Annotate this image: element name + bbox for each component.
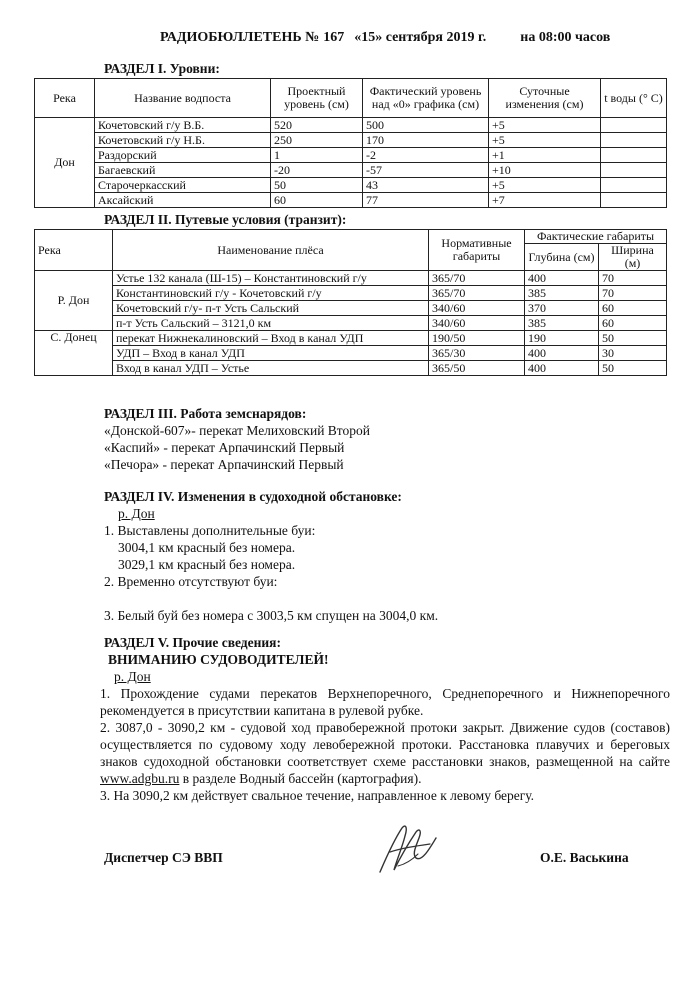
col-reach: Наименование плёса (113, 230, 429, 271)
normative-cell: 365/30 (429, 346, 525, 361)
section5-river: р. Дон (114, 669, 151, 684)
change-cell: +10 (489, 163, 601, 178)
depth-cell: 400 (525, 271, 599, 286)
section4 (104, 488, 644, 624)
width-cell: 30 (599, 346, 667, 361)
width-cell: 70 (599, 271, 667, 286)
temp-cell (601, 193, 667, 208)
transit-header-row (35, 230, 667, 244)
width-cell: 50 (599, 361, 667, 376)
project-cell: 520 (271, 118, 363, 133)
depth-cell: 385 (525, 316, 599, 331)
levels-header-row (35, 79, 667, 118)
actual-cell: -57 (363, 163, 489, 178)
table-row (35, 361, 667, 376)
handwritten-signature (372, 818, 442, 882)
temp-cell (601, 148, 667, 163)
table-row (35, 301, 667, 316)
col-post: Название водпоста (95, 79, 271, 118)
river-cell: С. Донец (35, 331, 113, 376)
section4-item3: 3. Белый буй без номера с 3003,5 км спущен на 3004,0 км. (104, 608, 439, 623)
change-cell: +1 (489, 148, 601, 163)
project-cell: -20 (271, 163, 363, 178)
reach-cell: Константиновский г/у - Кочетовский г/у (113, 286, 429, 301)
website-link[interactable]: www.adgbu.ru (100, 771, 180, 786)
section4-item2: 2. Временно отсутствуют буи: (104, 574, 278, 589)
section4-river: р. Дон (118, 506, 155, 521)
table-row (35, 163, 667, 178)
post-cell: Кочетовский г/у В.Б. (95, 118, 271, 133)
buoy-line: 3029,1 км красный без номера. (118, 557, 296, 572)
dredger-item: «Печора» - перекат Арпачинский Первый (104, 457, 344, 472)
col-water-temp: t воды (° C) (601, 79, 667, 118)
section5 (100, 634, 670, 804)
buoy-line: 3004,1 км красный без номера. (118, 540, 296, 555)
col-depth: Глубина (см) (525, 244, 599, 271)
change-cell: +7 (489, 193, 601, 208)
project-cell: 250 (271, 133, 363, 148)
normative-cell: 340/60 (429, 301, 525, 316)
section4-item1: 1. Выставлены дополнительные буи: (104, 523, 316, 538)
transit-table (34, 229, 667, 376)
col-actual-level: Фактический уровень над «0» графика (см) (363, 79, 489, 118)
bulletin-title: РАДИОБЮЛЛЕТЕНЬ № (160, 30, 320, 45)
reach-cell: Вход в канал УДП – Устье (113, 361, 429, 376)
col-daily-change: Суточные изменения (см) (489, 79, 601, 118)
change-cell: +5 (489, 133, 601, 148)
levels-table (34, 78, 667, 208)
normative-cell: 190/50 (429, 331, 525, 346)
col-actual-dimensions: Фактические габариты (525, 230, 667, 244)
actual-cell: 43 (363, 178, 489, 193)
dispatcher-position: Диспетчер СЭ ВВП (104, 850, 223, 865)
width-cell: 50 (599, 331, 667, 346)
temp-cell (601, 163, 667, 178)
reach-cell: Устье 132 канала (Ш-15) – Константиновский г/у (113, 271, 429, 286)
col-river: Река (35, 79, 95, 118)
col-river: Река (35, 230, 113, 271)
temp-cell (601, 118, 667, 133)
normative-cell: 365/70 (429, 286, 525, 301)
reach-cell: п-т Усть Сальский – 3121,0 км (113, 316, 429, 331)
notice-2-end: в разделе Водный бассейн (картография). (179, 771, 422, 786)
actual-cell: 77 (363, 193, 489, 208)
change-cell: +5 (489, 178, 601, 193)
section3 (104, 405, 644, 473)
post-cell: Кочетовский г/у Н.Б. (95, 133, 271, 148)
section2-title: РАЗДЕЛ II. Путевые условия (транзит): (104, 212, 347, 227)
table-row (35, 193, 667, 208)
actual-cell: 500 (363, 118, 489, 133)
width-cell: 70 (599, 286, 667, 301)
change-cell: +5 (489, 118, 601, 133)
notice-3: 3. На 3090,2 км действует свальное течение, направленное к левому берегу. (100, 788, 535, 803)
reach-cell: перекат Нижнекалиновский – Вход в канал УДП (113, 331, 429, 346)
actual-cell: -2 (363, 148, 489, 163)
table-row (35, 148, 667, 163)
actual-cell: 170 (363, 133, 489, 148)
depth-cell: 370 (525, 301, 599, 316)
dredger-item: «Каспий» - перекат Арпачинский Первый (104, 440, 345, 455)
attention-heading: ВНИМАНИЮ СУДОВОДИТЕЛЕЙ! (108, 652, 329, 667)
river-cell: Р. Дон (35, 271, 113, 331)
normative-cell: 365/70 (429, 271, 525, 286)
reach-cell: Кочетовский г/у- п-т Усть Сальский (113, 301, 429, 316)
section5-title: РАЗДЕЛ V. Прочие сведения: (104, 635, 281, 650)
post-cell: Раздорский (95, 148, 271, 163)
notice-2-text: 2. 3087,0 - 3090,2 км - судовой ход правобережной протоки закрыт. Движение судов (составов) осуществляется по судовому ходу левобережной протоки. Расстановка плавучих и береговых знаков судоходной обстановки соответствует схеме расстановки знаков, размещенной на сайте (100, 720, 670, 769)
reach-cell: УДП – Вход в канал УДП (113, 346, 429, 361)
post-cell: Багаевский (95, 163, 271, 178)
bulletin-header (160, 30, 610, 46)
dredger-item: «Донской-607»- перекат Мелиховский Второй (104, 423, 371, 438)
table-row (35, 271, 667, 286)
depth-cell: 190 (525, 331, 599, 346)
project-cell: 50 (271, 178, 363, 193)
temp-cell (601, 178, 667, 193)
notice-1: 1. Прохождение судами перекатов Верхнепоречного, Среднепоречного и Нижнепоречного рекомендуется в присутствии капитана в рулевой рубке. (100, 686, 670, 718)
bulletin-number: 167 (323, 30, 345, 45)
table-row (35, 316, 667, 331)
project-cell: 60 (271, 193, 363, 208)
dispatcher-name: О.Е. Васькина (540, 850, 629, 865)
temp-cell (601, 133, 667, 148)
section1-title: РАЗДЕЛ I. Уровни: (104, 61, 220, 76)
col-project-level: Проектный уровень (см) (271, 79, 363, 118)
post-cell: Старочеркасский (95, 178, 271, 193)
river-cell: Дон (35, 118, 95, 208)
bulletin-date: «15» сентября 2019 г. (354, 30, 487, 45)
table-row (35, 133, 667, 148)
section3-title: РАЗДЕЛ III. Работа земснарядов: (104, 406, 307, 421)
depth-cell: 385 (525, 286, 599, 301)
table-row (35, 178, 667, 193)
table-row (35, 331, 667, 346)
notice-2 (100, 719, 670, 787)
table-row (35, 346, 667, 361)
normative-cell: 340/60 (429, 316, 525, 331)
width-cell: 60 (599, 316, 667, 331)
col-width: Ширина (м) (599, 244, 667, 271)
project-cell: 1 (271, 148, 363, 163)
col-normative: Нормативные габариты (429, 230, 525, 271)
width-cell: 60 (599, 301, 667, 316)
section4-title: РАЗДЕЛ IV. Изменения в судоходной обстановке: (104, 489, 402, 504)
bulletin-time: на 08:00 часов (520, 30, 611, 45)
normative-cell: 365/50 (429, 361, 525, 376)
table-row (35, 118, 667, 133)
depth-cell: 400 (525, 346, 599, 361)
table-row (35, 286, 667, 301)
post-cell: Аксайский (95, 193, 271, 208)
depth-cell: 400 (525, 361, 599, 376)
